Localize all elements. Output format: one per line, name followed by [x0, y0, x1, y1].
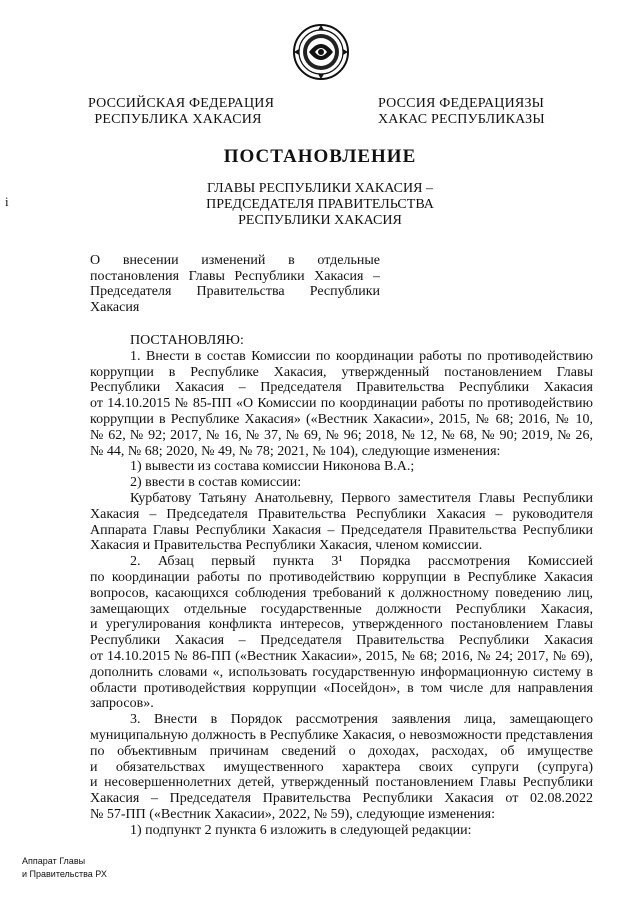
body-line: № 57-ПП («Вестник Хакасии», 2022, № 59), следующие изменения: — [90, 806, 495, 822]
body-line: от 14.10.2015 № 86-ПП («Вестник Хакасии», 2015, № 68; 2016, № 24; 2017, № 69), — [90, 648, 593, 664]
body-line: 3. Внести в Порядок рассмотрения заявления лица, замещающего — [130, 712, 593, 728]
body-line: Хакасия и Правительства Республики Хакасия, членом комиссии. — [90, 538, 483, 554]
body-line: № 62, № 92; 2017, № 16, № 37, № 69, № 96; 2018, № 12, № 68, № 90; 2019, № 26, — [90, 427, 593, 443]
body-line: и несовершеннолетних детей, утвержденный постановлением Главы Республики — [90, 775, 593, 791]
body-line: Республики Хакасия – Председателя Правительства Республики Хакасия — [90, 380, 593, 396]
body-line: муниципальную должность в Республике Хакасия, о невозможности представления — [90, 727, 593, 743]
body-line: по координации работы по противодействию коррупции в Республике Хакасия — [90, 569, 593, 585]
body-line: Хакасия – Председателя Правительства Республики Хакасия – руководителя — [90, 506, 593, 522]
body-line: 1) вывести из состава комиссии Никонова В.А.; — [130, 459, 415, 475]
body-line: вопросов, касающихся соблюдения требований к должностному поведению лиц, — [90, 585, 593, 601]
body-line: 1. Внести в состав Комиссии по координации работы по противодействию — [130, 348, 593, 364]
about-line: Хакасия — [90, 299, 140, 315]
subtitle-line-2: ПРЕДСЕДАТЕЛЯ ПРАВИТЕЛЬСТВА — [206, 197, 434, 212]
about-block — [90, 253, 380, 315]
margin-mark: i — [5, 194, 9, 209]
body-line: запросов». — [90, 696, 154, 712]
body-line: 2) ввести в состав комиссии: — [130, 475, 302, 491]
document-subtitle — [180, 181, 460, 229]
body-line: ПОСТАНОВЛЯЮ: — [130, 333, 244, 348]
body-line: от 14.10.2015 № 85-ПП «О Комиссии по координации работы по противодействию — [90, 396, 593, 412]
body-line: области противодействия коррупции «Посейдон», в том числе для направления — [90, 680, 593, 696]
subtitle-line-3: РЕСПУБЛИКИ ХАКАСИЯ — [238, 213, 402, 228]
document-title: ПОСТАНОВЛЕНИЕ — [223, 146, 417, 167]
footer-line-1: Аппарат Главы — [22, 856, 86, 866]
body-line: замещающих отдельные государственные должности Республики Хакасия, — [90, 601, 593, 617]
header-right — [378, 96, 543, 128]
body-line: № 44, № 68; 2020, № 49, № 78; 2021, № 104), следующие изменения: — [90, 443, 501, 459]
header-left-line-1: РОССИЙСКАЯ ФЕДЕРАЦИЯ — [88, 96, 275, 111]
body-line: и урегулирования конфликта интересов, утвержденного постановлением Главы — [90, 617, 593, 633]
body-line: Аппарата Главы Республики Хакасия – Председателя Правительства Республики — [90, 522, 593, 538]
body-line: коррупции в Республике Хакасия, утвержденный постановлением Главы — [90, 364, 593, 380]
body-line: дополнить словами «, использовать государственную информационную систему в — [90, 664, 593, 680]
header-left — [88, 96, 275, 128]
body-line: Хакасия – Председателя Правительства Республики Хакасия от 02.08.2022 — [90, 791, 593, 807]
body-line: 2. Абзац первый пункта 3¹ Порядка рассмотрения Комиссией — [130, 554, 593, 570]
body-line: Республики Хакасия – Председателя Правительства Республики Хакасия — [90, 633, 593, 649]
header-right-line-1: РОССИЯ ФЕДЕРАЦИЯЗЫ — [378, 96, 545, 111]
footer-line-2: и Правительства РХ — [22, 869, 107, 879]
header-left-line-2: РЕСПУБЛИКА ХАКАСИЯ — [94, 112, 262, 127]
about-line: Председателя Правительства Республики — [90, 284, 380, 299]
about-line: О внесении изменений в отдельные — [90, 253, 380, 268]
body-line: 1) подпункт 2 пункта 6 изложить в следующей редакции: — [130, 822, 472, 838]
body-line: коррупции в Республике Хакасия» («Вестник Хакасии», 2015, № 68; 2016, № 10, — [90, 411, 593, 427]
footer-stamp — [22, 855, 107, 881]
body-line: Курбатову Татьяну Анатольевну, Первого заместителя Главы Республики — [130, 490, 593, 506]
body-line: и обязательствах имущественного характера своих супруги (супруга) — [90, 759, 593, 775]
header-right-line-2: ХАКАС РЕСПУБЛИКАЗЫ — [378, 112, 545, 127]
document-body — [90, 333, 593, 839]
body-line: по объективным причинам сведений о доходах, расходах, об имуществе — [90, 743, 593, 759]
subtitle-line-1: ГЛАВЫ РЕСПУБЛИКИ ХАКАСИЯ – — [207, 181, 433, 196]
coat-of-arms-emblem — [291, 22, 351, 82]
about-line: постановления Главы Республики Хакасия – — [90, 268, 380, 284]
